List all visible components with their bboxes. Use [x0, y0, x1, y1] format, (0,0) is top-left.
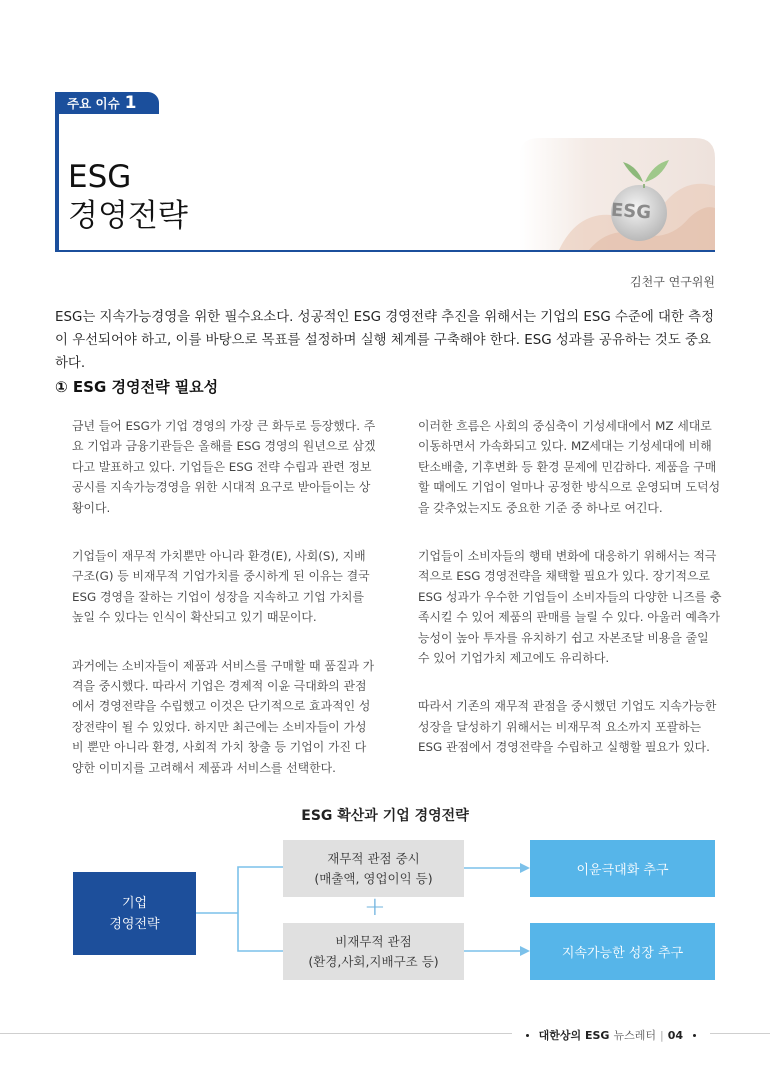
diagram-box-strategy-line1: 기업: [121, 895, 148, 911]
diagram-box-nonfinancial: [283, 923, 464, 980]
footer-separator: |: [659, 1028, 664, 1042]
issue-label: 주요 이슈: [67, 96, 120, 111]
diagram-box-sustainable: [530, 923, 715, 980]
arrow-bottom-head: [520, 946, 530, 956]
diagram-box-profit-label: 이윤극대화 추구: [576, 863, 669, 878]
plus-icon: +: [364, 892, 386, 922]
header-divider: [55, 250, 715, 252]
diagram-title: ESG 확산과 기업 경영전략: [301, 808, 469, 824]
diagram-box-strategy-line2: 경영전략: [109, 916, 160, 932]
body-paragraph: 이러한 흐름은 사회의 중심축이 기성세대에서 MZ 세대로 이동하면서 가속화되고 있다. MZ세대는 기성세대에 비해 탄소배출, 기후변화 등 환경 문제에 민감하다. 제품을 구매할 때에도 기업이 얼마나 공정한 방식으로 운영되며 도덕성을 갖추었는지도 중요한 기준 중 하나로 여긴다.: [418, 419, 721, 515]
section-title: ① ESG 경영전략 필요성: [55, 378, 219, 396]
page-number: 04: [667, 1028, 683, 1042]
header-accent-bar: [55, 114, 59, 252]
lead-paragraph: ESG는 지속가능경영을 위한 필수요소다. 성공적인 ESG 경영전략 추진을 위해서는 기업의 ESG 수준에 대한 측정이 우선되어야 하고, 이를 바탕으로 목표를 설정하며 실행 체계를 구축해야 한다. ESG 성과를 공유하는 것도 중요하다.: [55, 310, 715, 371]
body-paragraph: 과거에는 소비자들이 제품과 서비스를 구매할 때 품질과 가격을 중시했다. 따라서 기업은 경제적 이윤 극대화의 관점에서 경영전략을 수립했고 이것은 단기적으로 효과적인 성장전략이 될 수 있었다. 하지만 최근에는 소비자들이 가성비 뿐만 아니라 환경, 사회적 가치 창출 등 기업이 가진 다양한 이미지를 고려해서 제품과 서비스를 선택한다.: [72, 658, 375, 775]
bullet-icon: [693, 1034, 696, 1037]
arrow-top-head: [520, 863, 530, 873]
footer-brand: 대한상의 ESG: [538, 1029, 610, 1042]
diagram-box-financial: [283, 840, 464, 897]
body-paragraph: 기업들이 재무적 가치뿐만 아니라 환경(E), 사회(S), 지배구조(G) 등 비재무적 기업가치를 중시하게 된 이유는 결국 ESG 경영을 잘하는 기업이 성장을 지속하고 기업 가치를 높일 수 있다는 인식이 확산되고 있기 때문이다.: [72, 549, 370, 625]
body-paragraph: 금년 들어 ESG가 기업 경영의 가장 큰 화두로 등장했다. 주요 기업과 금융기관들은 올해를 ESG 경영의 원년으로 삼겠다고 발표하고 있다. 기업들은 ESG 전략 수립과 관련 정보공시를 지속가능경영을 위한 시대적 요구로 받아들이는 상황이다.: [72, 419, 376, 515]
body-paragraph: 기업들이 소비자들의 행태 변화에 대응하기 위해서는 적극적으로 ESG 경영전략을 채택할 필요가 있다. 장기적으로 ESG 성과가 우수한 기업들이 소비자들의 다양한 니즈를 충족시킬 수 있어 제품의 판매를 늘릴 수 있다. 아울러 예측가능성이 높아 투자를 유치하기 쉽고 자본조달 비용을 줄일 수 있어 기업가치 제고에도 유리하다.: [418, 549, 722, 666]
diagram-box-financial-line1: 재무적 관점 중시: [327, 850, 420, 866]
hero-image: [519, 138, 715, 250]
diagram-box-strategy: [73, 872, 196, 955]
page-title: ESG 경영전략: [68, 159, 188, 234]
hero-badge: ESG: [610, 199, 652, 224]
page-footer: [512, 1027, 710, 1043]
diagram-box-nonfinancial-line2: (환경,사회,지배구조 등): [308, 953, 439, 969]
bullet-icon: [526, 1034, 529, 1037]
diagram-box-financial-line2: (매출액, 영업이익 등): [314, 870, 433, 886]
footer-newsletter: 뉴스레터: [613, 1029, 656, 1042]
diagram-box-nonfinancial-line1: 비재무적 관점: [335, 933, 412, 949]
diagram-box-sustainable-label: 지속가능한 성장 추구: [561, 946, 684, 961]
issue-tag: [55, 92, 159, 114]
author: 김천구 연구위원: [630, 275, 715, 289]
body-column-left: [72, 416, 376, 806]
connector-main: [196, 867, 283, 951]
body-paragraph: 따라서 기존의 재무적 관점을 중시했던 기업도 지속가능한 성장을 달성하기 위해서는 비재무적 요소까지 포괄하는 ESG 관점에서 경영전략을 수립하고 실행할 필요가 있다.: [418, 699, 717, 755]
issue-number: 1: [124, 93, 137, 113]
diagram-box-profit: [530, 840, 715, 897]
body-column-right: [418, 416, 722, 786]
